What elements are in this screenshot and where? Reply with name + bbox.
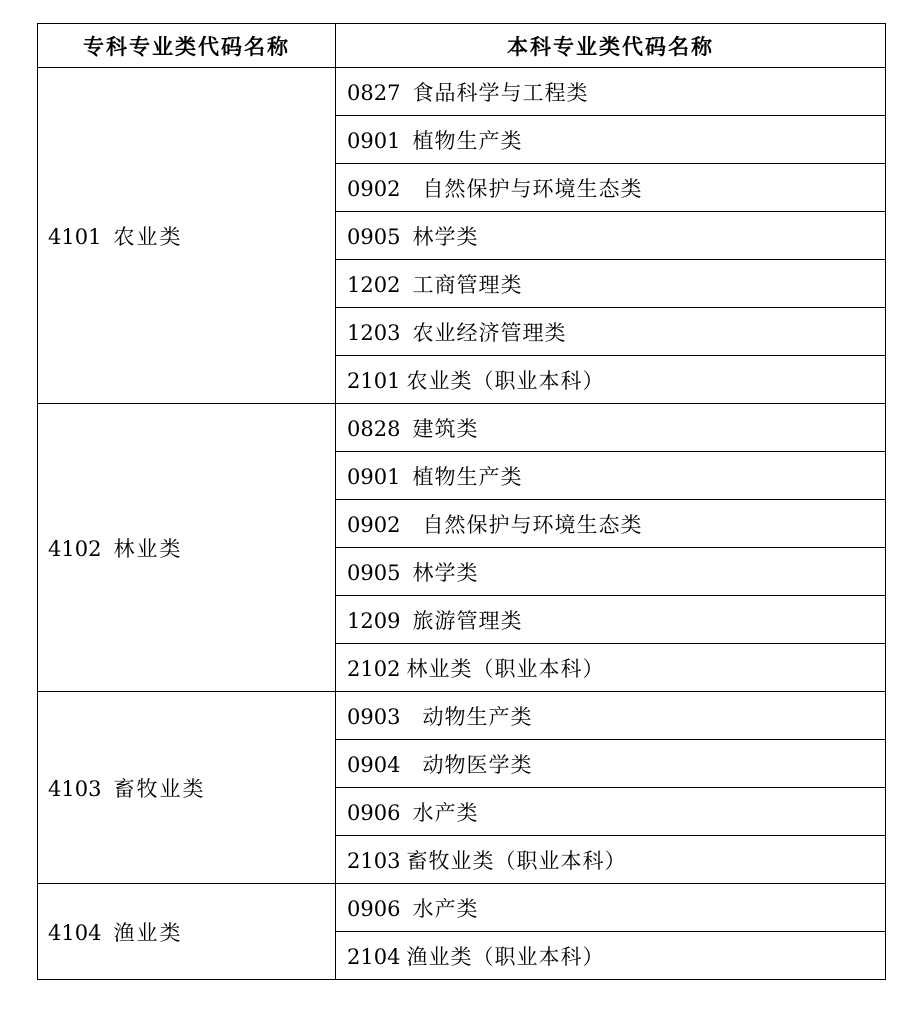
major-name: 植物生产类: [412, 464, 523, 489]
major-code: 2104: [347, 944, 401, 969]
major-code: 1209: [347, 608, 401, 633]
major-code: 0903: [347, 704, 401, 729]
major-mapping-table: [37, 23, 886, 980]
major-name: 水产类: [412, 896, 479, 921]
major-name: 水产类: [412, 800, 479, 825]
major-code: 0905: [347, 224, 401, 249]
major-code: 0828: [347, 416, 401, 441]
major-name: 自然保护与环境生态类: [422, 512, 643, 537]
undergraduate-category-cell: [336, 116, 886, 164]
undergraduate-category-cell: [336, 68, 886, 116]
major-code: 2101: [347, 368, 401, 393]
major-code: 0901: [347, 464, 401, 489]
undergraduate-category-cell: [336, 308, 886, 356]
category-name: 农业类: [113, 224, 183, 249]
undergraduate-category-cell: [336, 692, 886, 740]
header-junior-college-major: 专科专业类代码名称: [38, 24, 336, 68]
category-name: 畜牧业类: [113, 776, 206, 801]
major-code: 2103: [347, 848, 401, 873]
undergraduate-category-cell: [336, 452, 886, 500]
major-code: 0902: [347, 176, 401, 201]
major-name: 林学类: [412, 560, 479, 585]
table-row: [38, 404, 886, 452]
major-name: 林学类: [412, 224, 479, 249]
table-row: [38, 692, 886, 740]
major-code: 1203: [347, 320, 401, 345]
undergraduate-category-cell: [336, 356, 886, 404]
major-name: 动物医学类: [422, 752, 533, 777]
undergraduate-category-cell: [336, 740, 886, 788]
undergraduate-category-cell: [336, 500, 886, 548]
major-name: 旅游管理类: [412, 608, 523, 633]
major-name: 食品科学与工程类: [412, 80, 589, 105]
major-code: 0901: [347, 128, 401, 153]
major-name: 工商管理类: [412, 272, 523, 297]
major-name: 植物生产类: [412, 128, 523, 153]
junior-college-category-cell: [38, 692, 336, 884]
junior-college-category-cell: [38, 68, 336, 404]
major-name: 农业经济管理类: [412, 320, 567, 345]
category-code: 4103: [48, 776, 102, 801]
table-header: [38, 24, 886, 68]
header-row: [38, 24, 886, 68]
table-row: [38, 68, 886, 116]
undergraduate-category-cell: [336, 644, 886, 692]
table-body: [38, 68, 886, 980]
undergraduate-category-cell: [336, 212, 886, 260]
major-code: 2102: [347, 656, 401, 681]
undergraduate-category-cell: [336, 836, 886, 884]
major-code: 0902: [347, 512, 401, 537]
major-name: 渔业类（职业本科）: [406, 944, 605, 969]
major-code: 0904: [347, 752, 401, 777]
major-code: 1202: [347, 272, 401, 297]
major-code: 0906: [347, 896, 401, 921]
major-name: 畜牧业类（职业本科）: [406, 848, 627, 873]
category-name: 林业类: [113, 536, 183, 561]
undergraduate-category-cell: [336, 596, 886, 644]
header-undergraduate-major: 本科专业类代码名称: [336, 24, 886, 68]
table-row: [38, 884, 886, 932]
undergraduate-category-cell: [336, 164, 886, 212]
major-code: 0906: [347, 800, 401, 825]
undergraduate-category-cell: [336, 404, 886, 452]
major-name: 自然保护与环境生态类: [422, 176, 643, 201]
category-name: 渔业类: [113, 920, 183, 945]
junior-college-category-cell: [38, 884, 336, 980]
major-name: 农业类（职业本科）: [406, 368, 605, 393]
major-name: 建筑类: [412, 416, 479, 441]
major-code: 0905: [347, 560, 401, 585]
major-code: 0827: [347, 80, 401, 105]
undergraduate-category-cell: [336, 260, 886, 308]
category-code: 4104: [48, 920, 102, 945]
major-name: 林业类（职业本科）: [406, 656, 605, 681]
major-name: 动物生产类: [422, 704, 533, 729]
junior-college-category-cell: [38, 404, 336, 692]
category-code: 4102: [48, 536, 102, 561]
undergraduate-category-cell: [336, 884, 886, 932]
category-code: 4101: [48, 224, 102, 249]
undergraduate-category-cell: [336, 548, 886, 596]
undergraduate-category-cell: [336, 788, 886, 836]
undergraduate-category-cell: [336, 932, 886, 980]
